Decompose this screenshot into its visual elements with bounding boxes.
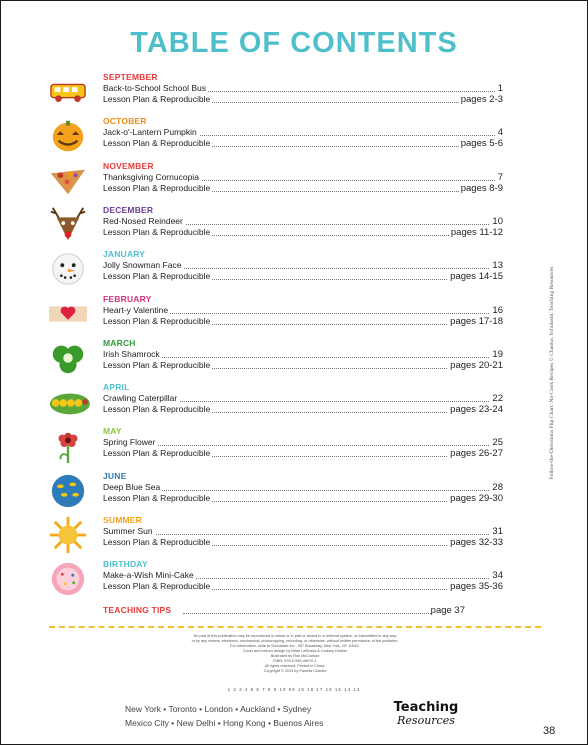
logo-line-1: Teaching bbox=[393, 700, 459, 715]
month-heading: OCTOBER bbox=[103, 116, 147, 127]
toc-entry-march bbox=[103, 338, 503, 380]
recipe-page: 7 bbox=[497, 171, 503, 183]
recipe-title: Jack-o'-Lantern Pumpkin bbox=[103, 127, 197, 138]
pumpkin-icon bbox=[45, 117, 91, 155]
recipe-page: 1 bbox=[497, 83, 503, 94]
toc-entry-december bbox=[103, 205, 503, 247]
recipe-title: Deep Blue Sea bbox=[103, 481, 161, 492]
month-heading: MARCH bbox=[103, 337, 136, 348]
recipe-title: Summer Sun bbox=[103, 526, 153, 536]
month-heading: FEBRUARY bbox=[103, 293, 152, 304]
toc-entry-november bbox=[103, 161, 503, 203]
shamrock-icon bbox=[45, 339, 91, 377]
recipe-row bbox=[103, 393, 503, 404]
lesson-pages: pages 11-12 bbox=[450, 226, 503, 238]
lesson-label: Lesson Plan & Reproducible bbox=[103, 448, 211, 459]
recipe-row bbox=[103, 172, 503, 183]
month-heading: DECEMBER bbox=[103, 204, 154, 215]
lesson-pages: pages 32-33 bbox=[450, 537, 503, 548]
lesson-label: Lesson Plan & Reproducible bbox=[103, 315, 211, 326]
toc-entry-june bbox=[103, 471, 503, 513]
teaching-resources-logo bbox=[381, 701, 471, 727]
toc-entry-january bbox=[103, 249, 503, 291]
print-run-numbers: 1 2 3 4 5 6 7 8 9 10 69 19 18 17 16 15 14 13 bbox=[227, 687, 361, 692]
leader-dots bbox=[183, 613, 431, 614]
lesson-label: Lesson Plan & Reproducible bbox=[103, 404, 211, 415]
lesson-label: Lesson Plan & Reproducible bbox=[103, 226, 211, 237]
toc-entry-february bbox=[103, 294, 503, 336]
recipe-row bbox=[103, 482, 503, 493]
teaching-tips-label: TEACHING TIPS bbox=[103, 605, 172, 615]
recipe-page: 4 bbox=[497, 127, 503, 139]
lesson-row bbox=[103, 493, 503, 504]
lesson-row bbox=[103, 183, 503, 194]
lesson-label: Lesson Plan & Reproducible bbox=[103, 581, 211, 592]
recipe-row bbox=[103, 526, 503, 537]
lesson-row bbox=[103, 404, 503, 415]
recipe-page: 25 bbox=[492, 437, 503, 449]
recipe-page: 22 bbox=[492, 393, 503, 405]
month-heading: JUNE bbox=[103, 470, 127, 481]
recipe-page: 16 bbox=[492, 304, 503, 316]
legal-line: Cover and interior design by Brian LaRossa & Lindsey Dekker bbox=[242, 649, 348, 653]
lesson-pages: pages 20-21 bbox=[450, 359, 503, 371]
lesson-pages: pages 26-27 bbox=[450, 448, 503, 460]
legal-line: For information, write to Scholastic Inc., 557 Broadway, New York, NY 10012. bbox=[230, 644, 360, 648]
month-heading: BIRTHDAY bbox=[103, 559, 148, 570]
recipe-row bbox=[103, 570, 503, 581]
recipe-row bbox=[103, 216, 503, 227]
lesson-row bbox=[103, 94, 503, 105]
lesson-pages: pages 5-6 bbox=[460, 138, 503, 150]
toc-entry-may bbox=[103, 426, 503, 468]
leader-dots bbox=[103, 445, 503, 446]
recipe-row bbox=[103, 260, 503, 271]
recipe-page: 34 bbox=[492, 570, 503, 582]
recipe-title: Heart-y Valentine bbox=[103, 304, 169, 315]
recipe-title: Jolly Snowman Face bbox=[103, 260, 182, 271]
lesson-row bbox=[103, 448, 503, 459]
toc-entry-september bbox=[103, 72, 503, 114]
publisher-cities-line-2: Mexico City • New Delhi • Hong Kong • Buenos Aires bbox=[125, 718, 324, 728]
lesson-label: Lesson Plan & Reproducible bbox=[103, 138, 211, 149]
school-bus-icon bbox=[45, 73, 91, 111]
recipe-page: 13 bbox=[492, 260, 503, 272]
flower-icon bbox=[45, 427, 91, 465]
snowman-icon bbox=[45, 250, 91, 288]
sun-icon bbox=[45, 516, 91, 554]
page-title: TABLE OF CONTENTS bbox=[130, 27, 458, 59]
recipe-page: 19 bbox=[492, 348, 503, 360]
lesson-label: Lesson Plan & Reproducible bbox=[103, 537, 211, 547]
dashed-divider bbox=[49, 626, 541, 628]
sea-icon bbox=[45, 472, 91, 510]
lesson-row bbox=[103, 227, 503, 238]
legal-line: No part of this publication may be reproduced in whole or in part or stored in a retrieval system, or transmitted in any way bbox=[193, 634, 397, 638]
lesson-label: Lesson Plan & Reproducible bbox=[103, 492, 211, 503]
recipe-title: Red-Nosed Reindeer bbox=[103, 215, 183, 226]
leader-dots bbox=[103, 490, 503, 491]
lesson-row bbox=[103, 271, 503, 282]
lesson-pages: pages 23-24 bbox=[450, 404, 503, 416]
lesson-pages: pages 14-15 bbox=[450, 271, 503, 283]
publisher-cities-line-1: New York • Toronto • London • Auckland • Sydney bbox=[125, 704, 312, 714]
recipe-title: Back-to-School School Bus bbox=[103, 83, 206, 93]
lesson-row bbox=[103, 581, 503, 592]
recipe-title: Crawling Caterpillar bbox=[103, 393, 178, 404]
month-heading: APRIL bbox=[103, 382, 130, 393]
toc-entry-birthday bbox=[103, 559, 503, 601]
lesson-label: Lesson Plan & Reproducible bbox=[103, 271, 211, 282]
legal-line: Illustrated by Rob McClurkan bbox=[270, 654, 320, 658]
lesson-row bbox=[103, 316, 503, 327]
reindeer-icon bbox=[45, 206, 91, 244]
month-heading: MAY bbox=[103, 426, 122, 437]
legal-line: Copyright © 2013 by Pamela Chanko bbox=[263, 669, 327, 673]
lesson-row bbox=[103, 537, 503, 548]
recipe-row bbox=[103, 437, 503, 448]
recipe-row bbox=[103, 83, 503, 94]
page-number: 38 bbox=[543, 725, 556, 737]
side-credit bbox=[549, 223, 557, 523]
lesson-label: Lesson Plan & Reproducible bbox=[103, 359, 211, 370]
recipe-title: Make-a-Wish Mini-Cake bbox=[103, 570, 194, 581]
lesson-pages: pages 2-3 bbox=[460, 94, 503, 105]
toc-entry-april bbox=[103, 382, 503, 424]
recipe-row bbox=[103, 127, 503, 138]
side-credit-text: Follow-the-Directions Flip Chart: No-Cook Recipes © Chanko, Scholastic Teaching Resources bbox=[549, 266, 555, 480]
month-heading: SUMMER bbox=[103, 515, 142, 525]
recipe-row bbox=[103, 305, 503, 316]
cake-icon bbox=[45, 560, 91, 598]
teaching-tips-entry bbox=[103, 605, 503, 617]
logo-line-2: Resources bbox=[397, 714, 455, 727]
leader-dots bbox=[103, 357, 503, 358]
month-heading: SEPTEMBER bbox=[103, 72, 158, 82]
recipe-row bbox=[103, 349, 503, 360]
month-heading: NOVEMBER bbox=[103, 160, 154, 171]
teaching-tips-page: page 37 bbox=[430, 605, 465, 616]
caterpillar-icon bbox=[45, 383, 91, 421]
lesson-row bbox=[103, 360, 503, 371]
lesson-row bbox=[103, 138, 503, 149]
legal-line: All rights reserved. Printed in China. bbox=[264, 664, 326, 668]
lesson-label: Lesson Plan & Reproducible bbox=[103, 94, 211, 104]
lesson-pages: pages 17-18 bbox=[450, 315, 503, 327]
valentine-icon bbox=[45, 295, 91, 333]
cornucopia-icon bbox=[45, 162, 91, 200]
recipe-page: 31 bbox=[492, 526, 503, 537]
legal-text bbox=[151, 634, 439, 674]
leader-dots bbox=[103, 534, 503, 535]
recipe-title: Thanksgiving Cornucopia bbox=[103, 171, 199, 182]
recipe-page: 10 bbox=[492, 215, 503, 227]
lesson-pages: pages 29-30 bbox=[450, 492, 503, 504]
month-heading: JANUARY bbox=[103, 249, 146, 260]
toc-entry-october bbox=[103, 116, 503, 158]
legal-line: ISBN: 978-0-545-46070-1 bbox=[273, 659, 317, 663]
lesson-pages: pages 8-9 bbox=[460, 182, 503, 194]
recipe-title: Spring Flower bbox=[103, 437, 156, 448]
recipe-page: 28 bbox=[492, 481, 503, 493]
lesson-pages: pages 35-36 bbox=[450, 581, 503, 593]
recipe-title: Irish Shamrock bbox=[103, 348, 160, 359]
toc-entry-summer bbox=[103, 515, 503, 557]
lesson-label: Lesson Plan & Reproducible bbox=[103, 182, 211, 193]
legal-line: or by any means, electronic, mechanical, photocopying, recording, or otherwise, without written permission of the publisher. bbox=[191, 639, 399, 643]
